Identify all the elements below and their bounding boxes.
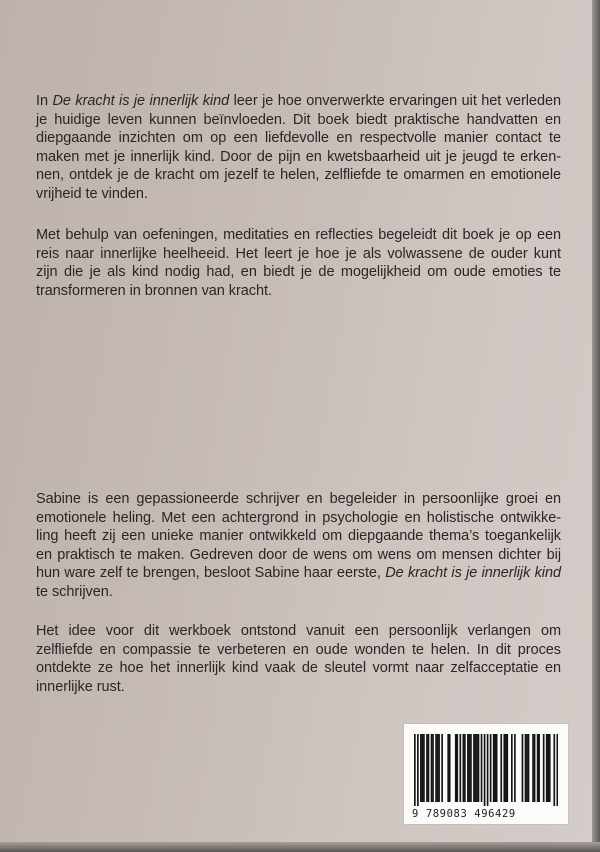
barcode-bar [481, 734, 483, 802]
barcode-bar [494, 734, 496, 802]
isbn-barcode [404, 724, 568, 824]
author-bio-paragraph-2 [36, 622, 561, 696]
barcode-bar [511, 734, 513, 802]
barcode-bar [459, 734, 461, 802]
barcode-bar [464, 734, 466, 802]
barcode-bar [456, 734, 458, 802]
barcode-bar [525, 734, 527, 802]
barcode-bar [514, 734, 516, 802]
text-line [36, 282, 561, 301]
barcode-bar [463, 734, 465, 802]
barcode-bar [437, 734, 439, 802]
text-run: hun ware zelf te brengen, besloot Sabine haar eerste, [36, 565, 386, 582]
text-line [36, 659, 561, 678]
barcode-bar [505, 734, 507, 802]
text-line [36, 185, 561, 204]
barcode-bar [441, 734, 443, 802]
book-edge-bottom [0, 842, 600, 852]
text-line [36, 226, 561, 245]
text-run: In [36, 93, 53, 109]
book-edge-right [592, 0, 600, 852]
text-run: vrijheid te vinden. [36, 185, 148, 202]
text-run: nen, ontdek je de kracht om jezelf te helen, zelfliefde te omarmen en emotionele [36, 167, 561, 184]
text-run: reis naar innerlijke heelheeid. Het leert je hoe je als volwassene de ouder kunt [36, 245, 561, 262]
text-line [36, 527, 561, 546]
text-line [36, 263, 561, 282]
barcode-bar [420, 734, 422, 802]
text-run: innerlijke rust. [36, 678, 125, 695]
barcode-bar [455, 734, 457, 802]
barcode-bars [414, 734, 558, 806]
text-line [36, 490, 561, 509]
text-run: leer je hoe onverwerkte ervaringen uit het verleden [229, 93, 561, 109]
text-line [36, 622, 561, 641]
text-line [36, 92, 561, 111]
text-run: je huidige leven kunnen beïnvloeden. Dit boek biedt praktische handvatten en [36, 111, 561, 128]
barcode-bar [475, 734, 477, 802]
barcode-bar [496, 734, 498, 802]
barcode-bar [435, 734, 437, 802]
blurb-paragraph-2 [36, 226, 561, 300]
text-line [36, 583, 561, 602]
barcode-bar [467, 734, 469, 802]
text-run: ontdekte ze hoe het innerlijk kind vaak de sleutel vormt naar zelfacceptatie en [36, 660, 561, 677]
text-run: Met behulp van oefeningen, meditaties en reflecties begeleidt dit boek je op een [36, 227, 561, 243]
text-run: zelfliefde en compassie te verbeteren en oude wonden te helen. In dit proces [36, 641, 561, 658]
barcode-bar [432, 734, 434, 802]
barcode-bar [417, 734, 419, 806]
text-line [36, 148, 561, 167]
text-line [36, 564, 561, 583]
barcode-bar [422, 734, 424, 802]
barcode-bar [414, 734, 416, 806]
barcode-bar [423, 734, 425, 802]
barcode-bar [549, 734, 551, 802]
barcode-bar [476, 734, 478, 802]
text-run: Het idee voor dit werkboek ontstond vanuit een persoonlijk verlangen om [36, 623, 561, 639]
text-run: zijn die je als kind nodig had, en biedt je de mogelijkheid om oude emoties te [36, 264, 561, 281]
text-run: diepgaande inzichten om op een liefdevolle en respectvolle manier contact te [36, 130, 561, 147]
text-run: transformeren in bronnen van kracht. [36, 282, 272, 299]
text-run: maken met je innerlijk kind. Door de pijn en kwetsbaarheid uit je jeugd te erken- [36, 148, 561, 165]
text-line [36, 111, 561, 130]
barcode-bar [473, 734, 475, 802]
text-line [36, 129, 561, 148]
barcode-bar [449, 734, 451, 802]
text-line [36, 166, 561, 185]
barcode-bar [438, 734, 440, 802]
barcode-bar [556, 734, 558, 806]
text-run: en praktisch te maken. Gedreven door de wens om wens om mensen dichter bij [36, 546, 561, 563]
barcode-bar [526, 734, 528, 802]
barcode-bar [493, 734, 495, 802]
book-title-italic: De kracht is je innerlijk kind [52, 93, 230, 109]
barcode-bar [503, 734, 505, 802]
text-run: ling heeft zij een unieke manier ontwikkeld om diepgaande thema’s toegankelijk [36, 528, 561, 545]
barcode-bar [490, 734, 492, 802]
barcode-bar [478, 734, 480, 802]
isbn-number: 9 789083 496429 [412, 808, 516, 820]
barcode-bar [522, 734, 524, 802]
barcode-bar [447, 734, 449, 802]
barcode-bar [469, 734, 471, 802]
barcode-bar [528, 734, 530, 802]
text-line [36, 546, 561, 565]
text-line [36, 509, 561, 528]
barcode-bar [534, 734, 536, 802]
text-line [36, 641, 561, 660]
barcode-bar [484, 734, 486, 806]
barcode-bar [543, 734, 545, 802]
barcode-bar [428, 734, 430, 802]
barcode-bar [506, 734, 508, 802]
barcode-bar [426, 734, 428, 802]
text-line [36, 678, 561, 697]
barcode-bar [546, 734, 548, 802]
text-run: Sabine is een gepassioneerde schrijver en begeleider in persoonlijke groei en [36, 491, 561, 507]
author-bio-paragraph-1 [36, 490, 561, 602]
barcode-bar [538, 734, 540, 802]
barcode-bar [487, 734, 489, 806]
blurb-paragraph-1 [36, 92, 561, 204]
barcode-bar [500, 734, 502, 802]
text-run: emotionele heling. Met een achtergrond in psychologie en holistische ontwikke- [36, 509, 561, 526]
barcode-bar [431, 734, 433, 802]
barcode-bar [547, 734, 549, 802]
barcode-bar [470, 734, 472, 802]
barcode-bar [532, 734, 534, 802]
text-run: te schrijven. [36, 583, 113, 600]
barcode-bar [537, 734, 539, 802]
barcode-bar [553, 734, 555, 806]
book-title-italic: De kracht is je innerlijk kind [385, 565, 561, 582]
text-line [36, 245, 561, 264]
